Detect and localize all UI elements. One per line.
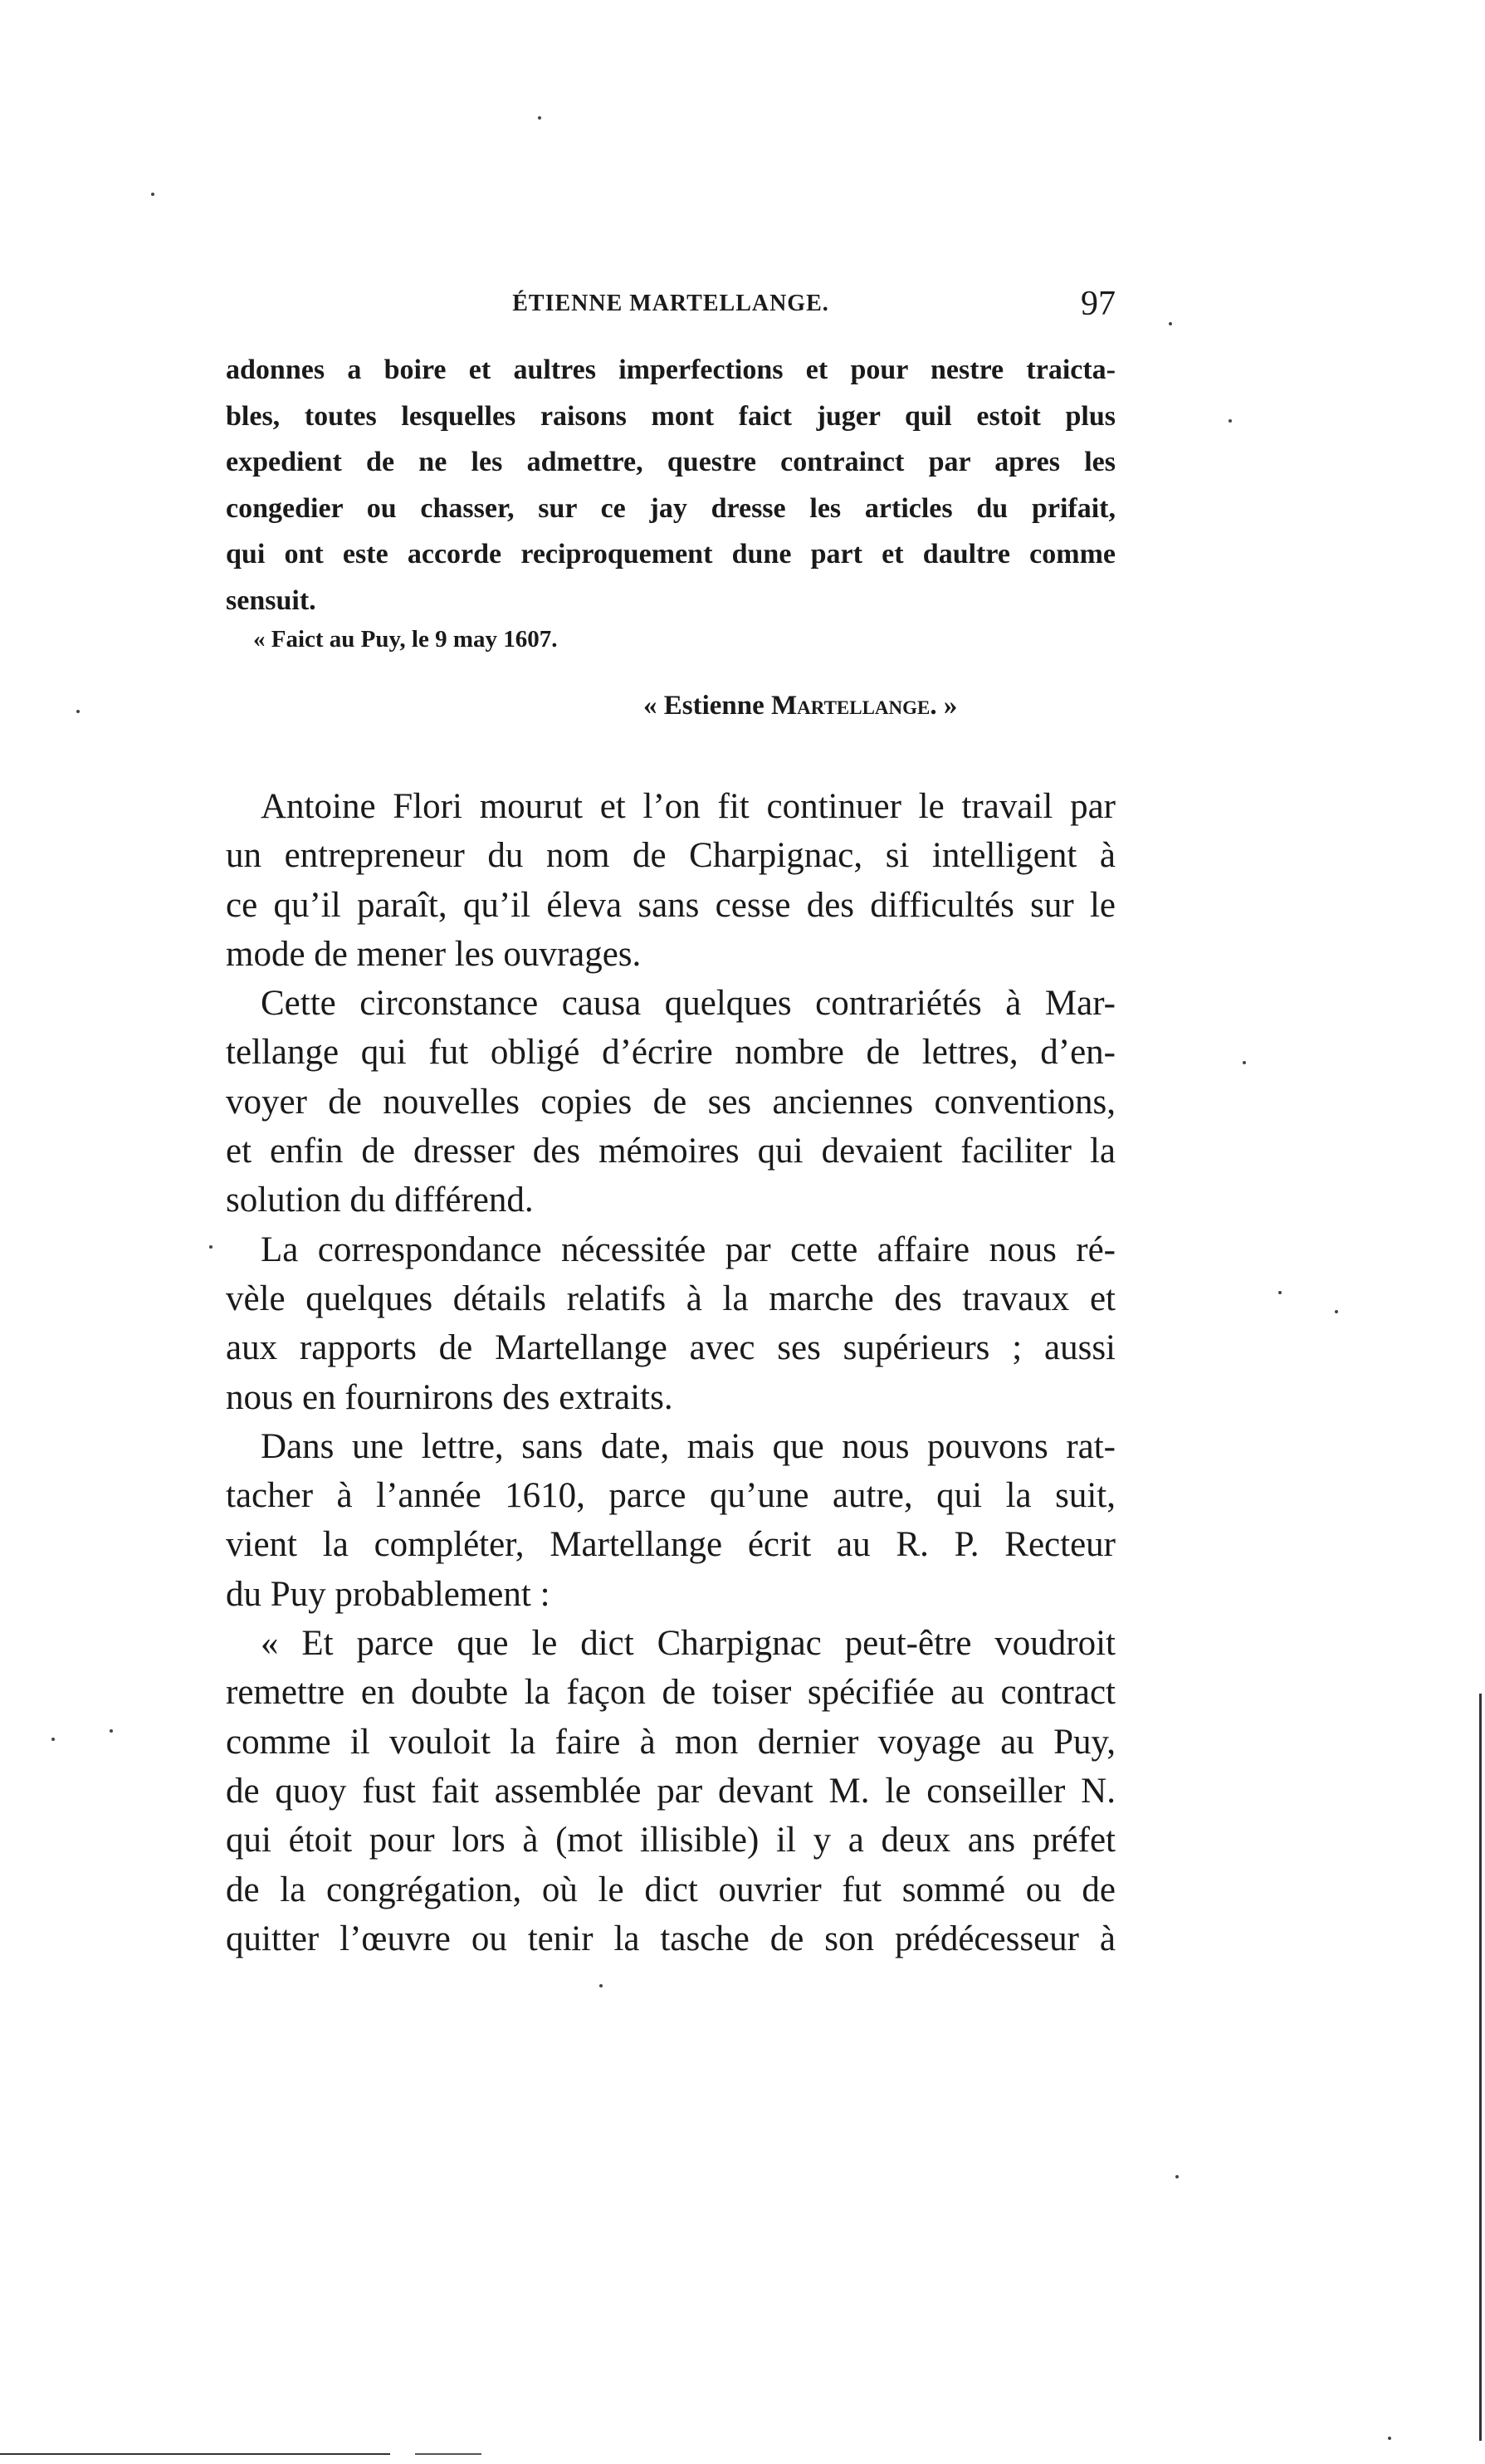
text-line: vient la compléter, Martellange écrit au R. P. Recteur xyxy=(226,1525,1116,1565)
quote-line: adonnes a boire et aultres imperfections et pour nestre traicta- xyxy=(226,354,1116,385)
scan-speck xyxy=(76,710,80,713)
text-line: Cette circonstance causa quelques contrariétés à Mar- xyxy=(261,984,1116,1024)
text-line: du Puy probablement : xyxy=(226,1574,550,1614)
text-line: voyer de nouvelles copies de ses anciennes conventions, xyxy=(226,1082,1116,1122)
text-line: La correspondance nécessitée par cette affaire nous ré- xyxy=(261,1230,1116,1269)
text-line: un entrepreneur du nom de Charpignac, si intelligent à xyxy=(226,836,1116,876)
text-line: aux rapports de Martellange avec ses supérieurs ; aussi xyxy=(226,1328,1116,1368)
page-number: 97 xyxy=(1081,285,1116,323)
quote-line: bles, toutes lesquelles raisons mont faict juger quil estoit plus xyxy=(226,400,1116,432)
text-line: tacher à l’année 1610, parce qu’une autre, qui la suit, xyxy=(226,1476,1116,1516)
scan-speck xyxy=(1229,419,1232,423)
quote-line: expedient de ne les admettre, questre contrainct par apres les xyxy=(226,447,1116,477)
scan-speck xyxy=(151,193,154,196)
quoted-contract-block xyxy=(226,347,1116,623)
page-header xyxy=(226,285,1116,332)
text-line: de quoy fust fait assemblée par devant M. le conseiller N. xyxy=(226,1771,1116,1811)
text-line: Antoine Flori mourut et l’on fit continuer le travail par xyxy=(261,787,1116,826)
signature-suffix: » xyxy=(936,691,958,721)
paragraph xyxy=(226,1619,1116,1963)
text-line: ce qu’il paraît, qu’il éleva sans cesse des difficultés sur le xyxy=(226,885,1116,925)
text-line: « Et parce que le dict Charpignac peut-être voudroit xyxy=(261,1624,1116,1664)
paragraph xyxy=(226,1225,1116,1422)
quote-line: sensuit. xyxy=(226,584,316,616)
text-line: quitter l’œuvre ou tenir la tasche de son prédécesseur à xyxy=(226,1919,1116,1958)
scan-edge-bottom-fragment xyxy=(415,2453,481,2455)
scan-speck xyxy=(599,1984,603,1987)
scan-speck xyxy=(1335,1310,1338,1313)
quote-line: qui ont este accorde reciproquement dune part et daultre comme xyxy=(226,539,1116,570)
text-line: remettre en doubte la façon de toiser spécifiée au contract xyxy=(226,1673,1116,1713)
signature-name: Martellange. xyxy=(771,691,937,721)
scan-speck xyxy=(209,1245,212,1249)
text-line: et enfin de dresser des mémoires qui devaient faciliter la xyxy=(226,1132,1116,1171)
running-title: ÉTIENNE MARTELLANGE. xyxy=(512,291,829,316)
paragraph xyxy=(226,1422,1116,1619)
scan-speck xyxy=(110,1729,113,1733)
text-line: mode de mener les ouvrages. xyxy=(226,934,642,974)
paragraph xyxy=(226,979,1116,1225)
scan-speck xyxy=(51,1738,55,1741)
quote-line: congedier ou chasser, sur ce jay dresse les articles du prifait, xyxy=(226,492,1116,524)
text-line: de la congrégation, où le dict ouvrier fut sommé ou de xyxy=(226,1870,1116,1909)
signature-prefix: « Estienne xyxy=(643,691,772,721)
scan-edge-bottom xyxy=(0,2453,390,2455)
text-line: solution du différend. xyxy=(226,1181,534,1220)
text-line: tellange qui fut obligé d’écrire nombre de lettres, d’en- xyxy=(226,1033,1116,1073)
text-line: comme il vouloit la faire à mon dernier voyage au Puy, xyxy=(226,1722,1116,1762)
text-line: vèle quelques détails relatifs à la marche des travaux et xyxy=(226,1278,1116,1318)
paragraph xyxy=(226,782,1116,979)
signature xyxy=(643,691,957,721)
scan-speck xyxy=(1169,322,1172,325)
scan-speck xyxy=(1243,1061,1246,1064)
main-text xyxy=(226,782,1116,1963)
text-line: nous en fournirons des extraits. xyxy=(226,1377,673,1417)
date-line: « Faict au Puy, le 9 may 1607. xyxy=(253,626,558,653)
scan-speck xyxy=(1388,2437,1391,2440)
scan-speck xyxy=(1278,1291,1282,1294)
scan-edge-right xyxy=(1479,1694,1482,2441)
scan-speck xyxy=(538,116,541,120)
scan-speck xyxy=(1175,2175,1179,2178)
text-line: qui étoit pour lors à (mot illisible) il y a deux ans préfet xyxy=(226,1821,1116,1860)
text-line: Dans une lettre, sans date, mais que nous pouvons rat- xyxy=(261,1426,1116,1466)
